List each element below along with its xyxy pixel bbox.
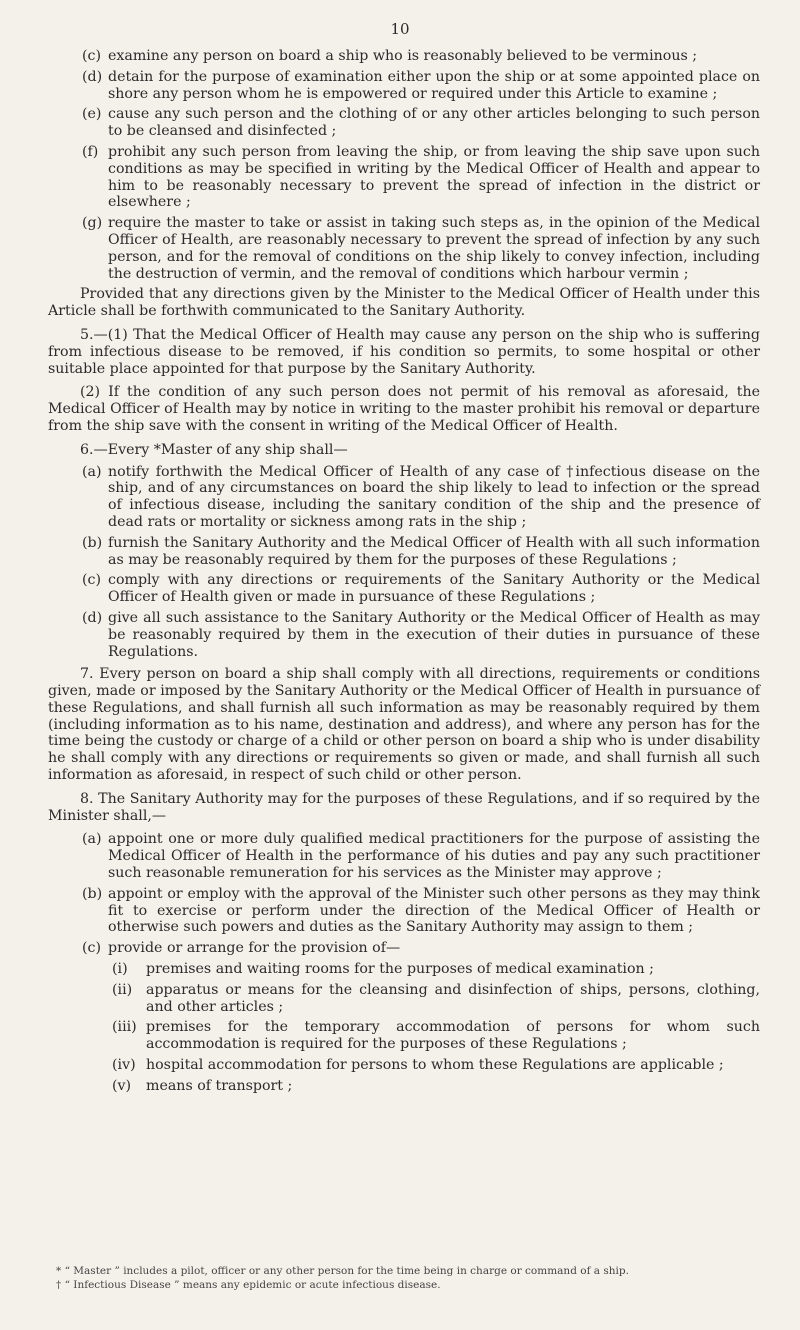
list-item <box>82 940 760 957</box>
item-label: (e) <box>82 106 102 123</box>
list-item <box>82 610 760 660</box>
sub-list-item <box>112 1078 760 1095</box>
item-text: premises and waiting rooms for the purposes of medical examination ; <box>146 961 654 978</box>
item-label: (a) <box>82 831 102 848</box>
sub-list-item <box>112 982 760 1016</box>
item-label: (c) <box>82 940 102 957</box>
body-text <box>48 48 760 1099</box>
item-label: (c) <box>82 48 102 64</box>
list-item <box>82 464 760 531</box>
article-5-1: 5.—(1) That the Medical Officer of Health may cause any person on the ship who is suffering from infectious disease to be removed, if his condition so permits, to some hospital or other suitable place appointed for that purpose by the Sanitary Authority. <box>48 326 760 377</box>
item-label: (iv) <box>112 1057 136 1074</box>
article-8-heading: 8. The Sanitary Authority may for the purposes of these Regulations, and if so required by the Minister shall,— <box>48 790 760 824</box>
list-item <box>82 48 760 65</box>
footnotes <box>56 1264 760 1292</box>
item-text: prohibit any such person from leaving the ship, or from leaving the ship save upon such conditions as may be specified in writing by the Medical Officer of Health and appear to him to be reasonably necessary to prevent the spread of infection in the district or elsewhere ; <box>108 143 760 211</box>
footnote-infectious-disease: † “ Infectious Disease ” means any epidemic or acute infectious disease. <box>56 1279 441 1291</box>
item-label: (i) <box>112 961 128 978</box>
item-text: means of transport ; <box>146 1077 293 1094</box>
item-label: (g) <box>82 215 103 232</box>
item-text: appoint or employ with the approval of the Minister such other persons as they may think fit to exercise or perform under the direction of the Medical Officer of Health or otherwise such powers and duties as the Sanitary Authority may assign to them ; <box>108 885 760 936</box>
sub-list-item <box>112 1057 760 1074</box>
item-label: (iii) <box>112 1019 137 1036</box>
item-text: examine any person on board a ship who is reasonably believed to be verminous ; <box>108 48 698 64</box>
item-label: (a) <box>82 463 102 480</box>
item-label: (d) <box>82 609 103 626</box>
article-6-heading: 6.—Every *Master of any ship shall— <box>80 441 348 458</box>
item-text: furnish the Sanitary Authority and the Medical Officer of Health with all such information as may be reasonably required by them for the purposes of these Regulations ; <box>108 534 760 568</box>
item-label: (f) <box>82 143 99 160</box>
item-text: appoint one or more duly qualified medical practitioners for the purpose of assisting the Medical Officer of Health in the performance of his duties and pay any such practitioner such reasonable remuneration for his services as the Minister may approve ; <box>108 831 760 882</box>
item-text: provide or arrange for the provision of— <box>108 940 401 957</box>
article-5-2: (2) If the condition of any such person does not permit of his removal as aforesaid, the Medical Officer of Health may by notice in writing to the master prohibit his removal or departure from the ship save with the consent in writing of the Medical Officer of Health. <box>48 384 760 434</box>
item-label: (b) <box>82 885 103 902</box>
list-item <box>82 106 760 140</box>
proviso-paragraph: Provided that any directions given by the Minister to the Medical Officer of Health under this Article shall be forthwith communicated to the Sanitary Authority. <box>48 286 760 320</box>
article-7: 7. Every person on board a ship shall comply with all directions, requirements or conditions given, made or imposed by the Sanitary Authority or the Medical Officer of Health in pursuance of these Regulations, and shall furnish all such information as may be reasonably required by them (including information as to his name, destination and address), and where any person has for the time being the custody or charge of a child or other person on board a ship who is under disability he shall comply with any directions or requirements so given or made, and shall furnish all such information as aforesaid, in respect of such child or other person. <box>48 666 760 784</box>
list-item <box>82 572 760 606</box>
item-text: give all such assistance to the Sanitary Authority or the Medical Officer of Health as may be reasonably required by them in the execution of their duties in pursuance of these Regulations. <box>108 609 760 660</box>
list-item <box>82 215 760 282</box>
list-item <box>82 831 760 881</box>
item-text: require the master to take or assist in taking such steps as, in the opinion of the Medical Officer of Health, are reasonably necessary to prevent the spread of infection by any such person, and for the removal of conditions on the ship likely to convey infection, including the destruction of vermin, and the removal of conditions which harbour vermin ; <box>108 215 760 282</box>
item-label: (d) <box>82 68 103 85</box>
item-text: detain for the purpose of examination either upon the ship or at some appointed place on shore any person whom he is empowered or required under this Article to examine ; <box>108 68 760 102</box>
list-item <box>82 69 760 103</box>
page-number: 10 <box>390 20 410 38</box>
item-text: apparatus or means for the cleansing and disinfection of ships, persons, clothing, and other articles ; <box>146 981 760 1015</box>
item-text: comply with any directions or requirements of the Sanitary Authority or the Medical Officer of Health given or made in pursuance of these Regulations ; <box>108 572 760 606</box>
item-label: (b) <box>82 534 103 551</box>
item-text: premises for the temporary accommodation of persons for whom such accommodation is required for the purposes of these Regulations ; <box>146 1019 760 1053</box>
item-text: notify forthwith the Medical Officer of Health of any case of †infectious disease on the ship, and of any circumstances on board the ship likely to lead to infection or the spread of infectious disease, including the sanitary condition of the ship and the presence of dead rats or mortality or sickness among rats in the ship ; <box>108 463 760 530</box>
item-text: hospital accommodation for persons to whom these Regulations are applicable ; <box>146 1057 724 1074</box>
list-item <box>82 144 760 211</box>
item-label: (c) <box>82 572 102 589</box>
item-text: cause any such person and the clothing of or any other articles belonging to such person to be cleansed and disinfected ; <box>108 106 760 140</box>
item-label: (v) <box>112 1077 132 1094</box>
sub-list-item <box>112 961 760 978</box>
item-label: (ii) <box>112 981 133 998</box>
list-item <box>82 535 760 569</box>
footnote-master: * “ Master ” includes a pilot, officer or any other person for the time being in charge or command of a ship. <box>56 1265 629 1277</box>
list-item <box>82 886 760 936</box>
sub-list-item <box>112 1019 760 1053</box>
